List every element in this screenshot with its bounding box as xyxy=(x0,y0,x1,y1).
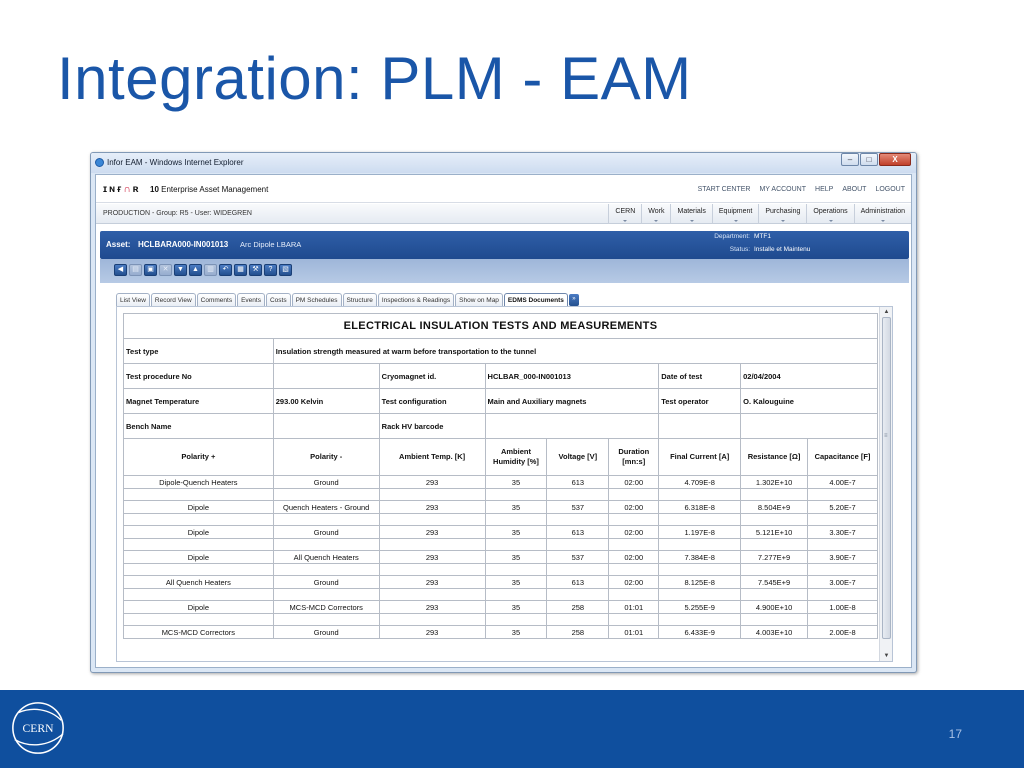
delete-icon[interactable]: ✕ xyxy=(159,264,172,276)
procedure-label: Test procedure No xyxy=(124,364,274,389)
empty-cell xyxy=(124,514,274,526)
undo-icon[interactable]: ↶ xyxy=(219,264,232,276)
table-cell: 8.504E+9 xyxy=(741,501,808,514)
table-cell: 01:01 xyxy=(609,601,659,614)
empty-cell xyxy=(659,489,741,501)
empty-cell xyxy=(273,514,379,526)
column-header-polarity: Polarity + xyxy=(124,439,274,476)
empty-cell xyxy=(659,589,741,601)
table-cell: All Quench Heaters xyxy=(273,551,379,564)
empty-cell xyxy=(741,489,808,501)
empty-cell xyxy=(741,564,808,576)
empty-cell xyxy=(808,589,878,601)
table-cell: 4.003E+10 xyxy=(741,626,808,639)
spacer-row xyxy=(124,564,878,576)
temperature-value: 293.00 Kelvin xyxy=(273,389,379,414)
table-cell: 02:00 xyxy=(609,551,659,564)
empty-cell xyxy=(741,589,808,601)
infor-logo-left: ɪɴғ xyxy=(103,184,124,195)
empty-cell xyxy=(379,489,485,501)
table-cell: 02:00 xyxy=(609,526,659,539)
save-icon[interactable]: ▣ xyxy=(144,264,157,276)
cryomagnet-label: Cryomagnet id. xyxy=(379,364,485,389)
table-cell: 293 xyxy=(379,576,485,589)
empty-cell xyxy=(808,514,878,526)
scroll-grip-icon: ≡ xyxy=(884,433,888,439)
empty-cell xyxy=(609,589,659,601)
record-toolbar xyxy=(114,264,294,276)
toolbar-strip xyxy=(100,259,909,283)
table-row xyxy=(124,476,878,489)
table-cell: 293 xyxy=(379,551,485,564)
empty-cell xyxy=(273,539,379,551)
table-cell: 4.900E+10 xyxy=(741,601,808,614)
table-cell: All Quench Heaters xyxy=(124,576,274,589)
cern-logo xyxy=(9,699,67,757)
table-cell: 537 xyxy=(547,551,609,564)
empty-cell xyxy=(273,589,379,601)
report-title: ELECTRICAL INSULATION TESTS AND MEASUREMENTS xyxy=(124,314,878,339)
measurements-body xyxy=(124,439,878,639)
scroll-down-arrow[interactable]: ▼ xyxy=(883,653,890,659)
tab-pm-schedules[interactable]: PM Schedules xyxy=(292,293,342,307)
previous-record-icon[interactable]: ▲ xyxy=(189,264,202,276)
menu-work[interactable]: Work xyxy=(641,204,670,224)
window-controls xyxy=(840,153,911,169)
table-cell: 1.302E+10 xyxy=(741,476,808,489)
barcode-label: Rack HV barcode xyxy=(379,414,485,439)
table-cell: Ground xyxy=(273,526,379,539)
menu-equipment[interactable]: Equipment xyxy=(712,204,758,224)
empty-cell xyxy=(379,589,485,601)
infor-logo-right: ʀ xyxy=(132,184,141,195)
empty-cell xyxy=(659,414,741,439)
column-header-duration-mn-s: Duration [mn:s] xyxy=(609,439,659,476)
start-center-link[interactable]: START CENTER xyxy=(697,186,751,193)
table-cell: Dipole xyxy=(124,526,274,539)
column-header-ambient-humidity: Ambient Humidity [%] xyxy=(485,439,547,476)
test-type-value: Insulation strength measured at warm before transportation to the tunnel xyxy=(273,339,877,364)
next-record-icon[interactable]: ▼ xyxy=(174,264,187,276)
vertical-scrollbar[interactable] xyxy=(879,307,892,661)
empty-cell xyxy=(547,614,609,626)
table-cell: Dipole xyxy=(124,551,274,564)
department-value: MTF1 xyxy=(754,233,771,240)
table-row xyxy=(124,626,878,639)
insulation-test-table xyxy=(123,313,878,639)
table-cell: 293 xyxy=(379,601,485,614)
empty-cell xyxy=(485,514,547,526)
operator-value: O. Kalouguine xyxy=(741,389,878,414)
menu-administration[interactable]: Administration xyxy=(854,204,911,224)
table-cell: 3.30E-7 xyxy=(808,526,878,539)
app-title: Enterprise Asset Management xyxy=(161,185,269,194)
spacer-row xyxy=(124,539,878,551)
table-cell: Dipole xyxy=(124,501,274,514)
temperature-label: Magnet Temperature xyxy=(124,389,274,414)
empty-cell xyxy=(485,589,547,601)
table-cell: 01:01 xyxy=(609,626,659,639)
table-cell: 7.545E+9 xyxy=(741,576,808,589)
column-header-final-current-a: Final Current [A] xyxy=(659,439,741,476)
footer-band xyxy=(0,690,1024,768)
app-version: 10 xyxy=(150,185,159,194)
scroll-up-arrow[interactable]: ▲ xyxy=(883,309,890,315)
slide-number: 17 xyxy=(948,727,962,741)
logout-link[interactable]: LOGOUT xyxy=(875,186,905,193)
maximize-button[interactable]: □ xyxy=(860,153,878,166)
table-cell: 258 xyxy=(547,626,609,639)
column-header-polarity: Polarity - xyxy=(273,439,379,476)
table-cell: 35 xyxy=(485,476,547,489)
empty-cell xyxy=(273,564,379,576)
book-icon[interactable]: ▧ xyxy=(279,264,292,276)
asset-code: HCLBARA000-IN001013 xyxy=(138,240,229,249)
empty-cell xyxy=(808,539,878,551)
record-tabs xyxy=(116,293,579,307)
tab-costs[interactable]: Costs xyxy=(266,293,291,307)
table-cell: 1.00E-8 xyxy=(808,601,878,614)
table-cell: 35 xyxy=(485,601,547,614)
tools-icon[interactable]: ⚒ xyxy=(249,264,262,276)
slide-title: Integration: PLM - EAM xyxy=(57,45,692,112)
clipboard-icon[interactable]: ▥ xyxy=(204,264,217,276)
empty-cell xyxy=(485,539,547,551)
table-cell: 3.90E-7 xyxy=(808,551,878,564)
about-link[interactable]: ABOUT xyxy=(842,186,867,193)
table-cell: 537 xyxy=(547,501,609,514)
tabs-bar xyxy=(100,283,909,307)
table-cell: Dipole-Quench Heaters xyxy=(124,476,274,489)
browser-window xyxy=(90,152,917,673)
scroll-thumb[interactable] xyxy=(882,317,891,639)
empty-cell xyxy=(124,589,274,601)
tab-comments[interactable]: Comments xyxy=(197,293,236,307)
empty-cell xyxy=(485,564,547,576)
empty-cell xyxy=(379,514,485,526)
table-cell: 6.318E-8 xyxy=(659,501,741,514)
empty-cell xyxy=(273,614,379,626)
minimize-button[interactable]: – xyxy=(841,153,859,166)
table-row xyxy=(124,551,878,564)
tab-edms-documents[interactable]: EDMS Documents xyxy=(504,293,568,307)
empty-cell xyxy=(609,514,659,526)
table-row xyxy=(124,526,878,539)
table-cell: 7.384E-8 xyxy=(659,551,741,564)
empty-cell xyxy=(609,489,659,501)
empty-cell xyxy=(547,539,609,551)
empty-cell xyxy=(547,514,609,526)
column-header-capacitance-f: Capacitance [F] xyxy=(808,439,878,476)
date-label: Date of test xyxy=(659,364,741,389)
table-cell: 7.277E+9 xyxy=(741,551,808,564)
table-cell: 613 xyxy=(547,576,609,589)
column-header-resistance: Resistance [Ω] xyxy=(741,439,808,476)
browser-title: Infor EAM - Windows Internet Explorer xyxy=(107,158,244,167)
table-cell: 35 xyxy=(485,576,547,589)
table-cell: Ground xyxy=(273,626,379,639)
empty-cell xyxy=(741,514,808,526)
table-row xyxy=(124,601,878,614)
empty-cell xyxy=(609,614,659,626)
spacer-row xyxy=(124,589,878,601)
menu-materials[interactable]: Materials xyxy=(670,204,711,224)
table-cell: 293 xyxy=(379,526,485,539)
spacer-row xyxy=(124,614,878,626)
table-cell: 293 xyxy=(379,626,485,639)
table-cell: 35 xyxy=(485,501,547,514)
department-label: Department: xyxy=(714,233,750,240)
table-cell: Ground xyxy=(273,576,379,589)
table-cell: MCS-MCD Correctors xyxy=(273,601,379,614)
empty-cell xyxy=(379,539,485,551)
status-value: Installe et Maintenu xyxy=(754,246,811,253)
help-icon[interactable]: ? xyxy=(264,264,277,276)
empty-cell xyxy=(741,414,878,439)
empty-cell xyxy=(124,539,274,551)
browser-content xyxy=(95,174,912,668)
column-header-row xyxy=(124,439,878,476)
empty-cell xyxy=(547,589,609,601)
empty-cell xyxy=(808,564,878,576)
table-cell: Ground xyxy=(273,476,379,489)
table-cell: 02:00 xyxy=(609,501,659,514)
menu-purchasing[interactable]: Purchasing xyxy=(758,204,806,224)
help-link[interactable]: HELP xyxy=(815,186,834,193)
table-cell: Quench Heaters - Ground xyxy=(273,501,379,514)
tab-record-view[interactable]: Record View xyxy=(151,293,196,307)
cern-logo-text: CERN xyxy=(22,721,54,735)
empty-cell xyxy=(659,539,741,551)
edms-document-frame xyxy=(116,306,893,662)
column-header-voltage-v: Voltage [V] xyxy=(547,439,609,476)
table-cell: 6.433E-9 xyxy=(659,626,741,639)
tab-structure[interactable]: Structure xyxy=(343,293,377,307)
spacer-row xyxy=(124,489,878,501)
configuration-label: Test configuration xyxy=(379,389,485,414)
table-cell: 35 xyxy=(485,551,547,564)
table-cell: 5.20E-7 xyxy=(808,501,878,514)
tab-inspections-readings[interactable]: Inspections & Readings xyxy=(378,293,454,307)
table-cell: 8.125E-8 xyxy=(659,576,741,589)
operator-label: Test operator xyxy=(659,389,741,414)
table-cell: 613 xyxy=(547,526,609,539)
empty-cell xyxy=(808,614,878,626)
barcode-value xyxy=(485,414,659,439)
table-cell: MCS-MCD Correctors xyxy=(124,626,274,639)
more-tabs-icon[interactable]: » xyxy=(569,294,579,306)
asset-description: Arc Dipole LBARA xyxy=(240,240,302,249)
empty-cell xyxy=(808,489,878,501)
table-cell: 258 xyxy=(547,601,609,614)
date-value: 02/04/2004 xyxy=(741,364,878,389)
tab-show-on-map[interactable]: Show on Map xyxy=(455,293,503,307)
cryomagnet-value: HCLBAR_000-IN001013 xyxy=(485,364,659,389)
empty-cell xyxy=(273,489,379,501)
empty-cell xyxy=(547,564,609,576)
table-cell: 02:00 xyxy=(609,476,659,489)
empty-cell xyxy=(609,564,659,576)
my-account-link[interactable]: MY ACCOUNT xyxy=(759,186,807,193)
close-button[interactable]: X xyxy=(879,153,911,166)
print-icon[interactable]: ▦ xyxy=(234,264,247,276)
empty-cell xyxy=(659,614,741,626)
table-cell: 4.709E-8 xyxy=(659,476,741,489)
internet-explorer-icon xyxy=(95,158,104,167)
tab-events[interactable]: Events xyxy=(237,293,265,307)
empty-cell xyxy=(124,564,274,576)
empty-cell xyxy=(547,489,609,501)
table-row xyxy=(124,576,878,589)
spacer-row xyxy=(124,514,878,526)
bench-label: Bench Name xyxy=(124,414,274,439)
eam-header xyxy=(96,175,911,203)
bench-value xyxy=(273,414,379,439)
empty-cell xyxy=(379,614,485,626)
empty-cell xyxy=(741,614,808,626)
table-cell: 5.255E-9 xyxy=(659,601,741,614)
infor-logo xyxy=(103,184,140,195)
column-header-ambient-temp-k: Ambient Temp. [K] xyxy=(379,439,485,476)
infor-logo-mark: ∩ xyxy=(123,184,133,195)
empty-cell xyxy=(124,614,274,626)
copy-icon[interactable]: ▤ xyxy=(129,264,142,276)
empty-cell xyxy=(485,614,547,626)
table-cell: 1.197E-8 xyxy=(659,526,741,539)
tab-list-view[interactable]: List View xyxy=(116,293,150,307)
table-cell: 02:00 xyxy=(609,576,659,589)
table-cell: 293 xyxy=(379,501,485,514)
back-icon[interactable]: ◀ xyxy=(114,264,127,276)
empty-cell xyxy=(741,539,808,551)
asset-header xyxy=(100,231,909,259)
table-cell: 5.121E+10 xyxy=(741,526,808,539)
table-cell: Dipole xyxy=(124,601,274,614)
procedure-value xyxy=(273,364,379,389)
table-row xyxy=(124,501,878,514)
browser-titlebar[interactable] xyxy=(91,153,916,173)
menu-cern[interactable]: CERN xyxy=(608,204,641,224)
empty-cell xyxy=(609,539,659,551)
top-links xyxy=(689,186,905,193)
menu-operations[interactable]: Operations xyxy=(806,204,853,224)
table-cell: 3.00E-7 xyxy=(808,576,878,589)
table-cell: 293 xyxy=(379,476,485,489)
table-cell: 613 xyxy=(547,476,609,489)
table-cell: 2.00E-8 xyxy=(808,626,878,639)
empty-cell xyxy=(485,489,547,501)
table-cell: 4.00E-7 xyxy=(808,476,878,489)
test-type-label: Test type xyxy=(124,339,274,364)
table-cell: 35 xyxy=(485,526,547,539)
empty-cell xyxy=(659,514,741,526)
empty-cell xyxy=(659,564,741,576)
asset-label: Asset: xyxy=(106,240,131,249)
table-cell: 35 xyxy=(485,626,547,639)
empty-cell xyxy=(124,489,274,501)
session-info: PRODUCTION - Group: R5 - User: WIDEGREN xyxy=(103,210,252,217)
configuration-value: Main and Auxiliary magnets xyxy=(485,389,659,414)
app-name xyxy=(150,185,268,194)
session-bar xyxy=(96,204,911,224)
empty-cell xyxy=(379,564,485,576)
module-menu xyxy=(608,204,911,224)
status-label: Status: xyxy=(729,246,750,253)
